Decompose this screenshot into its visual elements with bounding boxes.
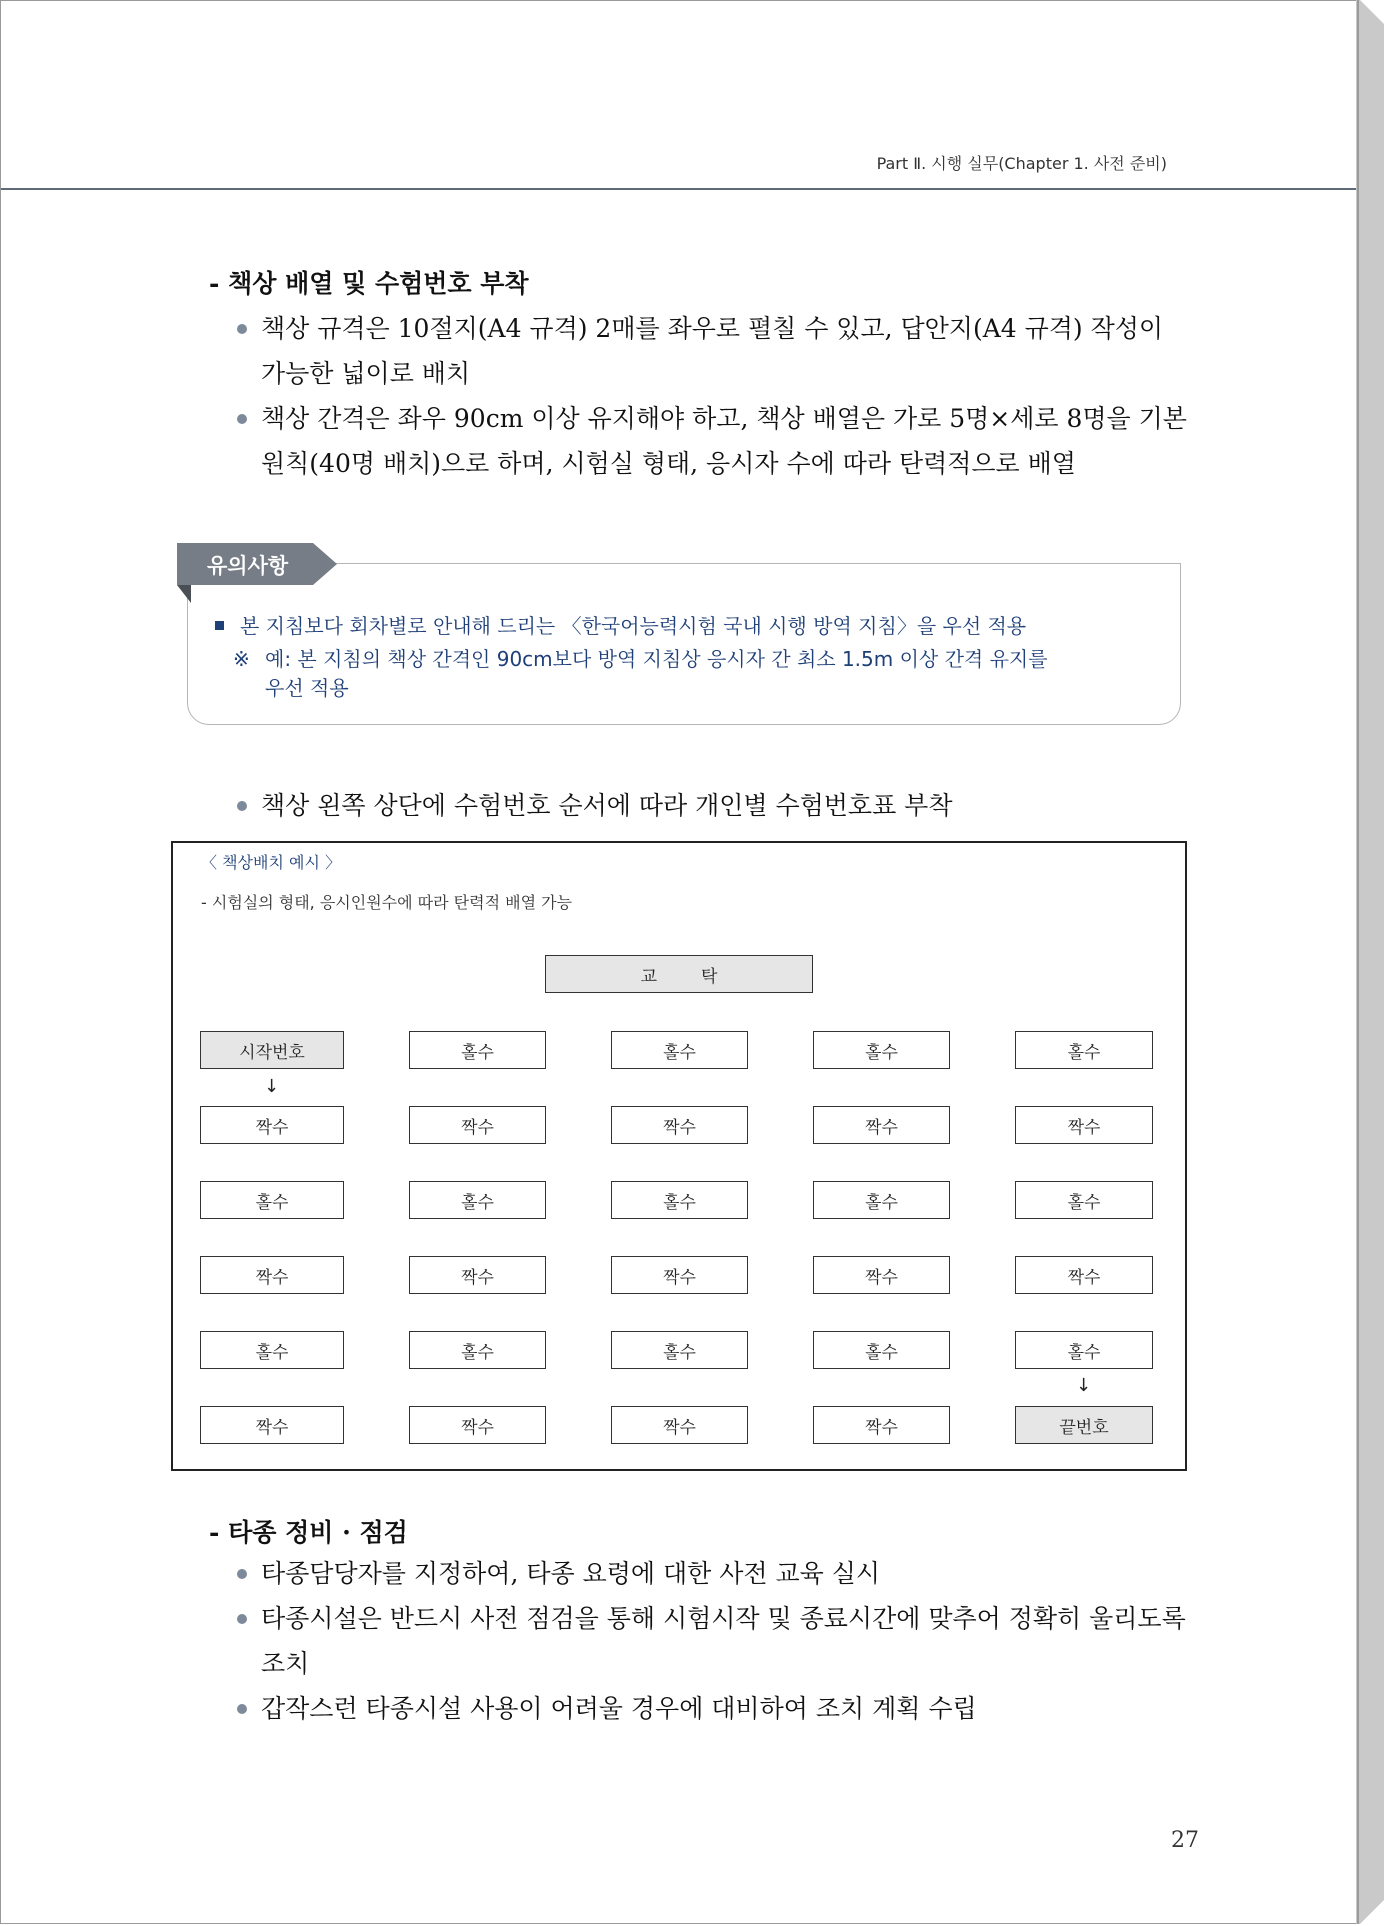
desk-cell: 홀수 bbox=[409, 1331, 546, 1369]
bullet-line: 타종담당자를 지정하여, 타종 요령에 대한 사전 교육 실시 bbox=[261, 1559, 881, 1588]
desk-cell: 짝수 bbox=[611, 1256, 748, 1294]
desk-cell: 짝수 bbox=[409, 1256, 546, 1294]
desk-cell: 짝수 bbox=[611, 1406, 748, 1444]
desk-cell: 짝수 bbox=[1015, 1256, 1153, 1294]
bullet-dot-icon bbox=[237, 324, 247, 334]
bullet-bell-inspection bbox=[237, 1596, 1197, 1686]
bullet-line: 원칙(40명 배치)으로 하며, 시험실 형태, 응시자 수에 따라 탄력적으로 배열 bbox=[261, 449, 1076, 478]
desk-cell: 짝수 bbox=[813, 1256, 950, 1294]
bullet-line: 타종시설은 반드시 사전 점검을 통해 시험시작 및 종료시간에 맞추어 정확히 울리도록 bbox=[261, 1604, 1186, 1633]
down-arrow-icon: ↓ bbox=[1076, 1375, 1092, 1396]
desk-cell: 홀수 bbox=[409, 1031, 546, 1069]
desk-cell: 홀수 bbox=[1015, 1031, 1153, 1069]
caution-example-line: 예: 본 지침의 책상 간격인 90cm보다 방역 지침상 응시자 간 최소 1.5m 이상 간격 유지를 bbox=[265, 647, 1048, 671]
desk-cell: 홀수 bbox=[1015, 1331, 1153, 1369]
bullet-line: 조치 bbox=[261, 1649, 310, 1678]
bullet-line: 갑작스런 타종시설 사용이 어려울 경우에 대비하여 조치 계획 수립 bbox=[261, 1694, 977, 1723]
desk-cell: 짝수 bbox=[200, 1256, 344, 1294]
bullet-dot-icon bbox=[237, 801, 247, 811]
section-heading-bell-check: - 타종 정비 · 점검 bbox=[209, 1518, 408, 1547]
caution-example bbox=[233, 645, 1163, 703]
desk-cell: 짝수 bbox=[409, 1106, 546, 1144]
bullet-dot-icon bbox=[237, 1614, 247, 1624]
desk-cell: 짝수 bbox=[200, 1406, 344, 1444]
bullet-line: 가능한 넓이로 배치 bbox=[261, 359, 471, 388]
bullet-dot-icon bbox=[237, 414, 247, 424]
desk-cell: 홀수 bbox=[409, 1181, 546, 1219]
desk-cell: 짝수 bbox=[1015, 1106, 1153, 1144]
bullet-exam-number-tag bbox=[237, 783, 1197, 828]
desk-cell: 짝수 bbox=[409, 1406, 546, 1444]
seating-example-title: 〈 책상배치 예시 〉 bbox=[201, 853, 341, 872]
desk-cell: 홀수 bbox=[1015, 1181, 1153, 1219]
reference-mark: ※ bbox=[233, 647, 250, 671]
section-heading-desk-arrangement: - 책상 배열 및 수험번호 부착 bbox=[209, 269, 529, 298]
caution-item-text: 본 지침보다 회차별로 안내해 드리는 〈한국어능력시험 국내 시행 방역 지침〉을 우선 적용 bbox=[240, 614, 1027, 638]
desk-cell: 홀수 bbox=[200, 1181, 344, 1219]
tag-fold-icon bbox=[177, 585, 191, 603]
desk-cell: 홀수 bbox=[611, 1031, 748, 1069]
desk-cell: 홀수 bbox=[813, 1181, 950, 1219]
desk-cell: 홀수 bbox=[611, 1331, 748, 1369]
bullet-line: 책상 간격은 좌우 90cm 이상 유지해야 하고, 책상 배열은 가로 5명×세로 8명을 기본 bbox=[261, 404, 1187, 433]
seating-example-subtitle: - 시험실의 형태, 응시인원수에 따라 탄력적 배열 가능 bbox=[201, 893, 573, 912]
bullet-desk-spacing bbox=[237, 396, 1197, 486]
bullet-bell-staff bbox=[237, 1551, 1197, 1596]
page-edge-shadow bbox=[1356, 0, 1384, 1926]
down-arrow-icon: ↓ bbox=[264, 1076, 280, 1097]
desk-cell: 짝수 bbox=[813, 1406, 950, 1444]
bullet-dot-icon bbox=[237, 1704, 247, 1714]
bullet-line: 책상 규격은 10절지(A4 규격) 2매를 좌우로 펼칠 수 있고, 답안지(A4 규격) 작성이 bbox=[261, 314, 1164, 343]
desk-cell: 홀수 bbox=[813, 1031, 950, 1069]
bullet-bell-contingency bbox=[237, 1686, 1197, 1731]
desk-cell: 짝수 bbox=[611, 1106, 748, 1144]
bullet-line: 책상 왼쪽 상단에 수험번호 순서에 따라 개인별 수험번호표 부착 bbox=[261, 791, 953, 820]
header-rule bbox=[1, 188, 1359, 190]
bullet-dot-icon bbox=[237, 1569, 247, 1579]
seating-example-box bbox=[171, 841, 1187, 1471]
page-number: 27 bbox=[1171, 1828, 1199, 1853]
desk-cell: 홀수 bbox=[200, 1331, 344, 1369]
caution-item bbox=[215, 610, 1026, 639]
desk-cell: 짝수 bbox=[200, 1106, 344, 1144]
desk-cell: 홀수 bbox=[813, 1331, 950, 1369]
running-head: Part Ⅱ. 시행 실무(Chapter 1. 사전 준비) bbox=[876, 154, 1167, 173]
desk-cell: 홀수 bbox=[611, 1181, 748, 1219]
desk-cell: 짝수 bbox=[813, 1106, 950, 1144]
desk-cell: 끝번호 bbox=[1015, 1406, 1153, 1444]
caution-tag-label: 유의사항 bbox=[207, 554, 289, 578]
desk-cell: 시작번호 bbox=[200, 1031, 344, 1069]
teacher-desk: 교탁 bbox=[545, 955, 813, 993]
caution-example-line: 우선 적용 bbox=[265, 676, 349, 700]
square-bullet-icon bbox=[215, 621, 224, 630]
bullet-desk-size bbox=[237, 306, 1197, 396]
